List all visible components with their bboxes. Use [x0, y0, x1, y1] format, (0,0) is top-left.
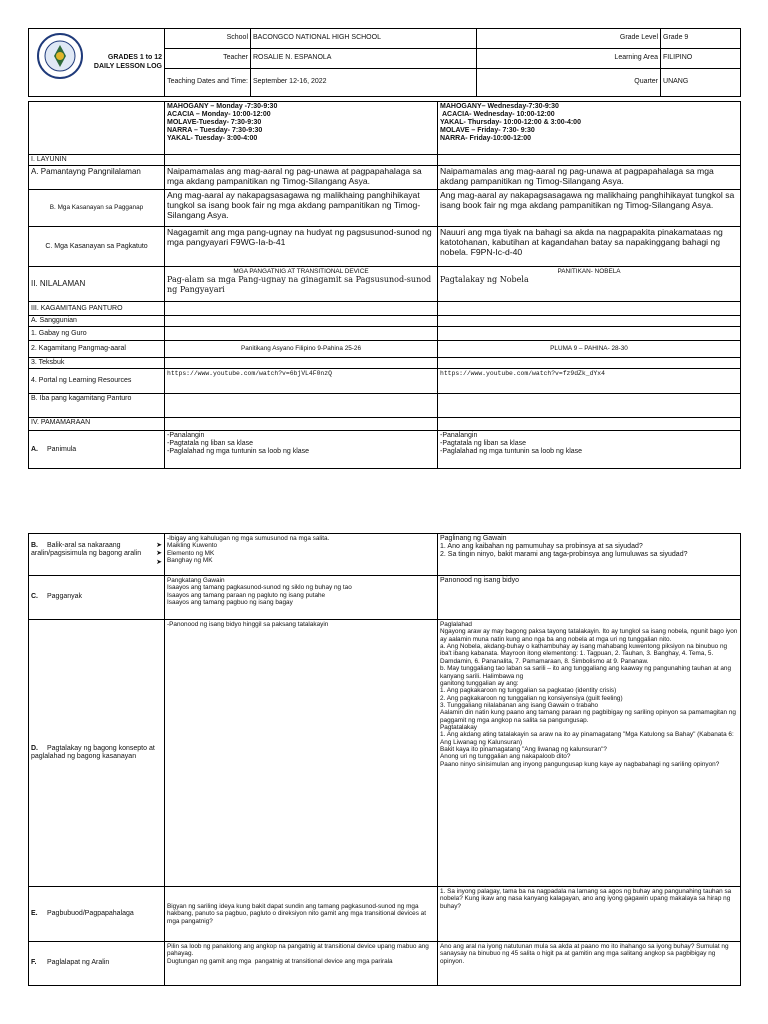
- grade-level-label: Grade Level: [477, 29, 661, 49]
- nilalaman-right: PANITIKAN- NOBELA Pagtalakay ng Nobela: [438, 267, 741, 302]
- document-page-2: [0, 530, 768, 1024]
- schedule-row: [29, 102, 741, 155]
- kasanayan-pagganap-label: B. Mga Kasanayan sa Pagganap: [29, 190, 165, 227]
- lesson-table-page1: [28, 101, 741, 469]
- pagtalakay-label: D. Pagtalakay ng bagong konsepto at paglalahad ng bagong kasanayan: [29, 620, 165, 887]
- grade-level-value: Grade 9: [661, 29, 741, 49]
- pangmag-aaral-right: PLUMA 9 – PAHINA- 28-30: [438, 341, 741, 358]
- learning-area-value: FILIPINO: [661, 49, 741, 69]
- pangmag-aaral-left: Panitikang Asyano Filipino 9-Pahina 25-26: [165, 341, 438, 358]
- kasanayan-pagkatuto-label: C. Mga Kasanayan sa Pagkatuto: [29, 227, 165, 267]
- header-table: [28, 28, 741, 97]
- teaching-dates-value: September 12-16, 2022: [251, 69, 477, 97]
- paglalapat-right: Ano ang aral na iyong natutunan mula sa akda at paano mo ito ihahango sa iyong buhay? Sumulat ng sanaysay na binubuo ng 45 salita o higit pa at gamitin ang mga salitang angkop sa pagbibigay ng opinyon.: [438, 942, 741, 986]
- pagtalakay-left: -Panonood ng isang bidyo hinggil sa paksang tatalakayin: [165, 620, 438, 887]
- pagbubuod-left: Bigyan ng sariling ideya kung bakit dapat sundin ang tamang pagkasunod-sunod ng mga hakbang, panuto sa pagbuo, pagluto o direksiyon nito gamit ang mga transitional devices at mga pangatnig?: [165, 887, 438, 942]
- portal-link-right[interactable]: https://www.youtube.com/watch?v=fz9dZk_dYx4: [438, 369, 741, 394]
- pagganyak-left: Pangkatang Gawain Isaayos ang tamang pagkasunod-sunod ng siklo ng buhay ng tao Isaayos ang tamang paraan ng pagluto ng isang putahe Isaayos ang tamang pagbuo ng isang bagay: [165, 576, 438, 620]
- paglalapat-label: F. Paglalapat ng Aralin: [29, 942, 165, 986]
- balik-aral-right: Paglinang ng Gawain 1. Ano ang kaibahan ng pamumuhay sa probinsya at sa siyudad? 2. Sa tingin ninyo, bakit marami ang taga-probinsya ang lumuluwas sa siyudad?: [438, 534, 741, 576]
- lesson-table-page2: [28, 533, 741, 986]
- page-gap: [0, 470, 768, 530]
- balik-aral-label: ➤ ➤ ➤ B. Balik-aral sa nakaraang aralin/pagsisimula ng bagong aralin: [29, 534, 165, 576]
- document-page-1: [0, 0, 768, 470]
- pamamaraan-heading: IV. PAMAMARAAN: [29, 418, 165, 431]
- kasanayan-pagkatuto-left: Nagagamit ang mga pang-ugnay na hudyat ng pagsusunod-sunod ng mga pangyayari F9WG-Ia-b-41: [165, 227, 438, 267]
- quarter-value: UNANG: [661, 69, 741, 97]
- kasanayan-pagganap-left: Ang mag-aaral ay nakapagsasagawa ng malikhaing panghihikayat tungkol sa isang book fair ng mga akdang pampanitikan ng Timog-Silangang Asya.: [165, 190, 438, 227]
- portal-link-left[interactable]: https://www.youtube.com/watch?v=6bjVL4F0nzQ: [165, 369, 438, 394]
- arrow-bullets: ➤ ➤ ➤: [156, 542, 162, 566]
- nilalaman-heading: II. NILALAMAN: [29, 267, 165, 302]
- teacher-value: ROSALIE N. ESPANOLA: [251, 49, 477, 69]
- log-title: GRADES 1 to 12 DAILY LESSON LOG: [29, 29, 165, 97]
- panimula-right: -Panalangin -Pagtatala ng liban sa klase -Paglalahad ng mga tuntunin sa loob ng klase: [438, 431, 741, 469]
- quarter-label: Quarter: [477, 69, 661, 97]
- teacher-label: Teacher: [165, 49, 251, 69]
- paglalapat-left: Pilin sa loob ng panaklong ang angkop na pangatnig at transitional device upang mabuo ang pahayag. Dugtungan ng gamit ang mga pangatnig at transitional device ang mga parirala: [165, 942, 438, 986]
- layunin-heading: I. LAYUNIN: [29, 155, 165, 166]
- balik-aral-left: -Ibigay ang kahulugan ng mga sumusunod na mga salita. Maikling Kuwento Elemento ng MK Banghay ng MK: [165, 534, 438, 576]
- nilalaman-left: MGA PANGATNIG AT TRANSITIONAL DEVICE Pag-alam sa mga Pang-ugnay na ginagamit sa Pagsusunod-sunod ng Pangyayari: [165, 267, 438, 302]
- panimula-label: A. Panimula: [29, 431, 165, 469]
- sanggunian-label: A. Sanggunian: [29, 316, 165, 327]
- panimula-left: -Panalangin -Pagtatala ng liban sa klase -Paglalahad ng mga tuntunin sa loob ng klase: [165, 431, 438, 469]
- pagtalakay-right: Paglalahad Ngayong araw ay may bagong paksa tayong tatalakayin. Ito ay tungkol sa isang nobela, ngunit bago iyon ay aalamin muna natin kung ano nga ba ang nobela at mga uri ng tunggalian nito. a. Ang Nobela, akdang-buhay o kathambuhay ay isang mahabang kuwentong piksiyon na binubuo ng iba't ibang kabanata. Mayroon itong elementong: 1. Tagpuan, 2. Tauhan, 3. Banghay, 4. Tema, 5. Damdamin, 6. Pananalita, 7. Pamamaraan, 8. Simbolismo at 9. Pananaw. b. May tunggaliang tao laban sa sarili – ito ang tunggaliang ang kaaway ng pangunahing tauhan at ang kanyang sarili. Halimbawa ng ganitong tunggalian ay ang: 1. Ang pagkakaroon ng tunggalian sa pagkatao (identity crisis) 2. Ang pagkakaroon ng tunggalian ng konsiyensiya (guilt feeling) 3. Tunggaliang nilalabanan ang isang Gawain o trabaho Aalamin din natin kung paano ang tamang paraan ng pagbibigay ng sariling opinyon sa pamamagitan ng paggamit ng mga angkop na salita sa pangungusap. Pagtatalakay 1. Ang akdang ating tatalakayin sa araw na ito ay pinamagatang "Mga Katulong sa Bahay" (Kabanata 6: Ang Liwanag ng Kalunsuran) Bakit kaya ito pinamagatang "Ang liwanag ng kalunsuran"? Anong uri ng tunggalian ang nakapaloob dito? Paano ninyo sinisimulan ang inyong pangungusap kung kaye ay nagbabahagi ng sariling opinyon?: [438, 620, 741, 887]
- schedule-right: MAHOGANY– Wednesday-7:30-9:30 ACACIA- Wednesday- 10:00-12:00 YAKAL- Thursday- 10:00-12:00 & 3:00-4:00 MOLAVE – Friday- 7:30- 9:30 NARRA- Friday-10:00-12:00: [438, 102, 741, 155]
- pagganyak-label: C. Pagganyak: [29, 576, 165, 620]
- kasanayan-pagkatuto-right: Nauuri ang mga tiyak na bahagi sa akda na nagpapakita pinakamataas ng katotohanan, kabutihan at kagandahan batay sa napakinggang bahagi ng nobela. F9PN-Ic-d-40: [438, 227, 741, 267]
- learning-area-label: Learning Area: [477, 49, 661, 69]
- kasanayan-pagganap-right: Ang mag-aaral ay nakapagsasagawa ng malikhaing panghihikayat tungkol sa isang book fair ng mga akdang pampanitikan ng Timog-Silangang Asya.: [438, 190, 741, 227]
- school-label: School: [165, 29, 251, 49]
- schedule-left: MAHOGANY – Monday -7:30-9:30 ACACIA – Monday- 10:00-12:00 MOLAVE-Tuesday- 7:30-9:30 NARRA – Tuesday- 7:30-9:30 YAKAL- Tuesday- 3:00-4:00: [165, 102, 438, 155]
- pamantayan-label: A. Pamantayng Pangnilalaman: [29, 166, 165, 190]
- pamantayan-right: Naipamamalas ang mag-aaral ng pag-unawa at pagpapahalaga sa mga akdang pampanitikan ng Timog-Silangang Asya.: [438, 166, 741, 190]
- pagganyak-right: Panonood ng isang bidyo: [438, 576, 741, 620]
- pagbubuod-right: 1. Sa inyong palagay, tama ba na nagpadala na lamang sa agos ng buhay ang pangunahing tauhan sa nobela? Kung ikaw ang nasa kanyang kalagayan, ano ang iyong gagawin upang makalaya sa hirap ng buhay?: [438, 887, 741, 942]
- iba-pang-kagamitan-label: B. Iba pang kagamitang Panturo: [29, 394, 165, 418]
- pamantayan-left: Naipamamalas ang mag-aaral ng pag-unawa at pagpapahalaga sa mga akdang pampanitikan ng Timog-Silangang Asya.: [165, 166, 438, 190]
- teksbuk-label: 3. Teksbuk: [29, 358, 165, 369]
- portal-label: 4. Portal ng Learning Resources: [29, 369, 165, 394]
- school-value: BACONGCO NATIONAL HIGH SCHOOL: [251, 29, 477, 49]
- pangmag-aaral-label: 2. Kagamitang Pangmag-aaral: [29, 341, 165, 358]
- teaching-dates-label: Teaching Dates and Time:: [165, 69, 251, 97]
- pagbubuod-label: E. Pagbubuod/Pagpapahalaga: [29, 887, 165, 942]
- gabay-guro-label: 1. Gabay ng Guro: [29, 327, 165, 341]
- kagamitan-heading: III. KAGAMITANG PANTURO: [29, 302, 165, 316]
